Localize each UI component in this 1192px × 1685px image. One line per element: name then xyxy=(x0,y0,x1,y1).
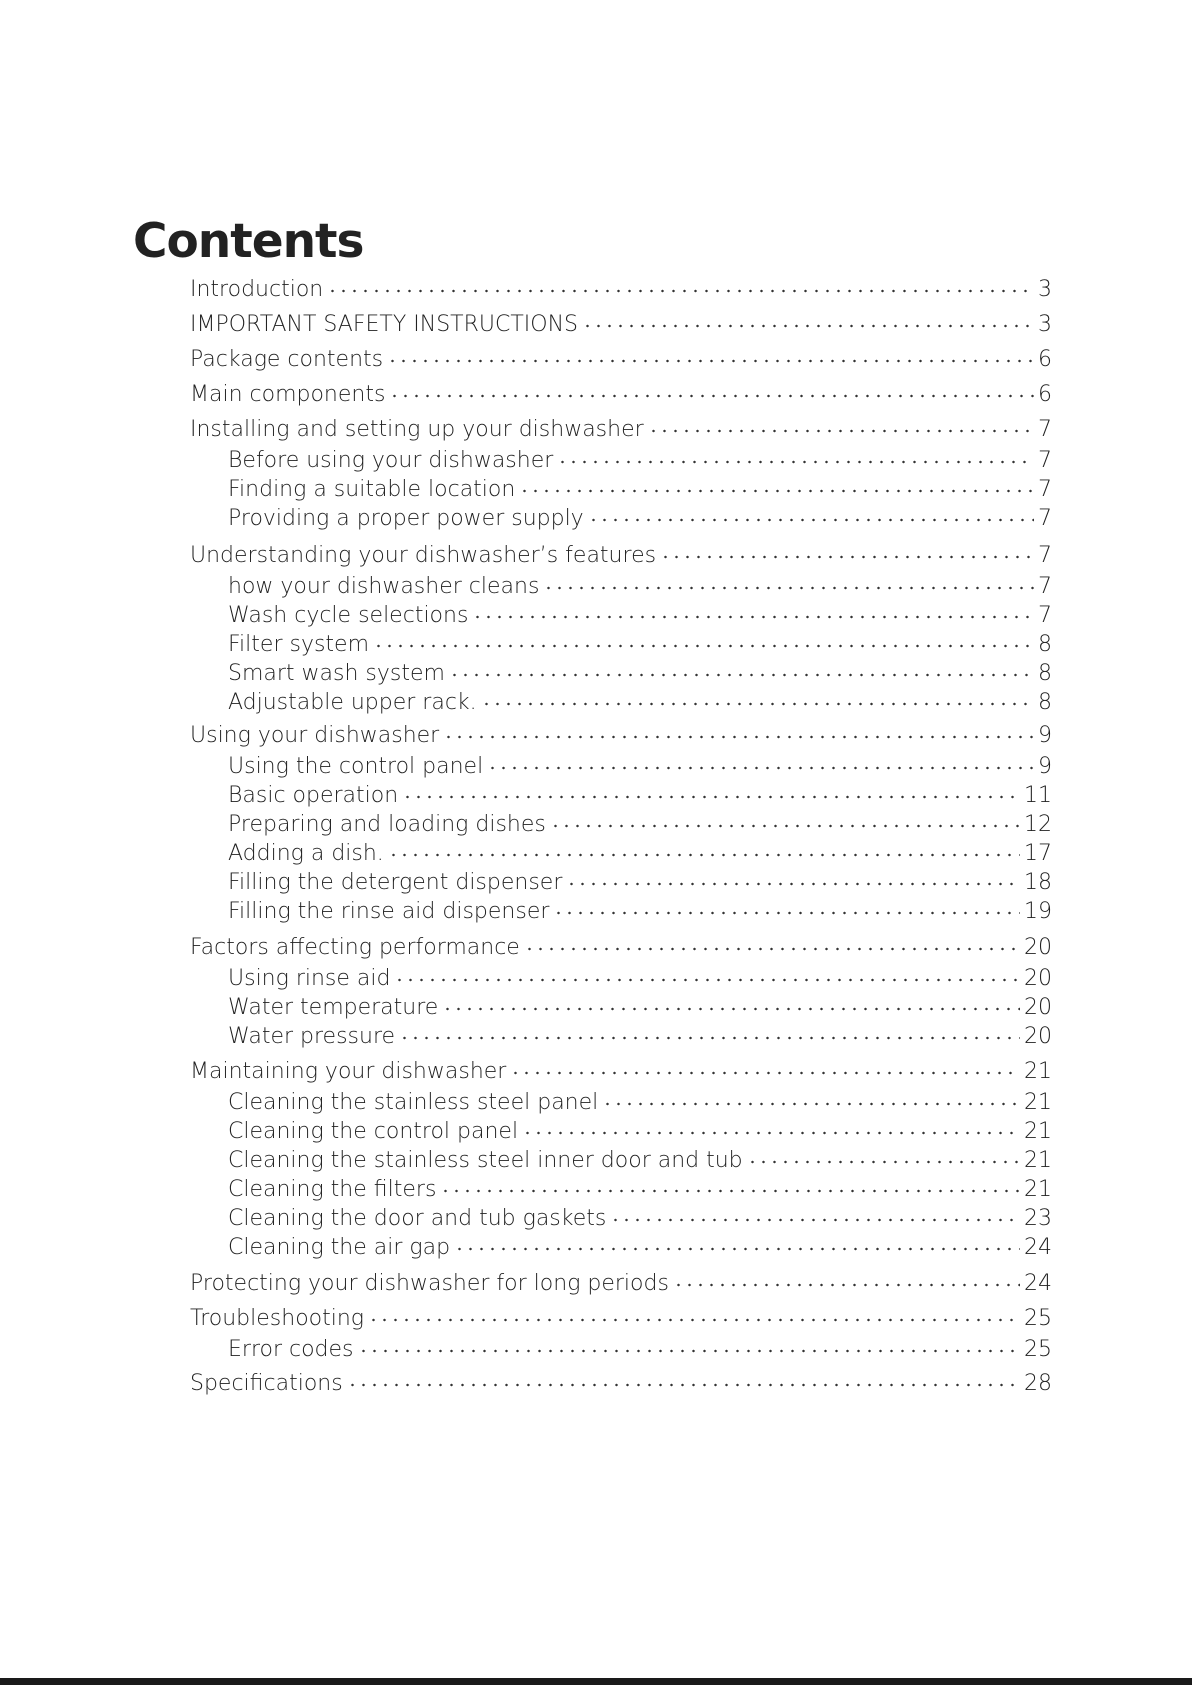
toc-entry-label: Cleaning the filters xyxy=(228,1177,437,1202)
toc-page-number: 20 xyxy=(1024,1024,1052,1049)
toc-entry-label: Water temperature xyxy=(228,995,439,1020)
dot-leader xyxy=(582,324,1034,328)
toc-subentry[interactable] xyxy=(228,869,1052,897)
toc-subentry[interactable] xyxy=(228,898,1052,926)
toc-entry[interactable] xyxy=(190,416,1052,444)
toc-entry[interactable] xyxy=(190,1058,1052,1086)
toc-entry-label: Adding a dish. xyxy=(228,841,384,866)
dot-leader xyxy=(373,644,1034,648)
toc-entry-label: Maintaining your dishwasher xyxy=(190,1059,507,1084)
dot-leader xyxy=(481,702,1034,706)
toc-entry-label: Using your dishwasher xyxy=(190,723,440,748)
toc-page-number: 7 xyxy=(1038,448,1052,473)
dot-leader xyxy=(557,460,1034,464)
toc-page-number: 25 xyxy=(1024,1306,1052,1331)
toc-subentry[interactable] xyxy=(228,1118,1052,1146)
toc-page-number: 21 xyxy=(1024,1148,1052,1173)
toc-subentry[interactable] xyxy=(228,1147,1052,1175)
toc-subentry[interactable] xyxy=(228,631,1052,659)
toc-page-number: 18 xyxy=(1024,870,1052,895)
dot-leader xyxy=(442,1007,1020,1011)
toc-entry[interactable] xyxy=(190,381,1052,409)
toc-entry-label: Cleaning the stainless steel panel xyxy=(228,1090,599,1115)
toc-page-number: 9 xyxy=(1038,723,1052,748)
dot-leader xyxy=(454,1247,1020,1251)
toc-page-number: 3 xyxy=(1038,277,1052,302)
dot-leader xyxy=(588,518,1034,522)
dot-leader xyxy=(487,766,1034,770)
toc-entry-label: Filling the rinse aid dispenser xyxy=(228,899,550,924)
toc-entry-label: Main components xyxy=(190,382,386,407)
toc-entry-label: Finding a suitable location xyxy=(228,477,516,502)
toc-subentry[interactable] xyxy=(228,1234,1052,1262)
toc-page-number: 7 xyxy=(1038,417,1052,442)
toc-subentry[interactable] xyxy=(228,476,1052,504)
page-title: Contents xyxy=(133,214,364,269)
toc-entry-label: Cleaning the stainless steel inner door and tub xyxy=(228,1148,743,1173)
toc-entry-label: Adjustable upper rack. xyxy=(228,690,477,715)
toc-subentry[interactable] xyxy=(228,505,1052,533)
dot-leader xyxy=(648,429,1034,433)
toc-entry-label: Wash cycle selections xyxy=(228,603,469,628)
dot-leader xyxy=(543,586,1034,590)
dot-leader xyxy=(602,1102,1020,1106)
toc-subentry[interactable] xyxy=(228,1205,1052,1233)
toc-page-number: 12 xyxy=(1024,812,1052,837)
toc-page-number: 19 xyxy=(1024,899,1052,924)
dot-leader xyxy=(519,489,1034,493)
toc-page-number: 23 xyxy=(1024,1206,1052,1231)
toc-entry-label: Using rinse aid xyxy=(228,966,391,991)
toc-entry-label: Error codes xyxy=(228,1337,354,1362)
toc-page-number: 7 xyxy=(1038,574,1052,599)
toc-subentry[interactable] xyxy=(228,840,1052,868)
toc-entry[interactable] xyxy=(190,276,1052,304)
toc-entry-label: Providing a proper power supply xyxy=(228,506,584,531)
dot-leader xyxy=(358,1349,1020,1353)
toc-page-number: 20 xyxy=(1024,935,1052,960)
toc-entry-label: how your dishwasher cleans xyxy=(228,574,540,599)
toc-page-number: 7 xyxy=(1038,603,1052,628)
toc-entry-label: Smart wash system xyxy=(228,661,445,686)
toc-entry[interactable] xyxy=(190,722,1052,750)
dot-leader xyxy=(610,1218,1020,1222)
toc-page-number: 25 xyxy=(1024,1337,1052,1362)
toc-entry[interactable] xyxy=(190,1305,1052,1333)
dot-leader xyxy=(388,853,1020,857)
toc-subentry[interactable] xyxy=(228,1089,1052,1117)
toc-page-number: 20 xyxy=(1024,966,1052,991)
toc-subentry[interactable] xyxy=(228,965,1052,993)
toc-entry-label: Filter system xyxy=(228,632,370,657)
toc-page-number: 7 xyxy=(1038,477,1052,502)
toc-subentry[interactable] xyxy=(228,994,1052,1022)
toc-entry-label: IMPORTANT SAFETY INSTRUCTIONS xyxy=(190,312,579,337)
toc-entry-label: Basic operation xyxy=(228,783,399,808)
toc-page-number: 7 xyxy=(1038,506,1052,531)
toc-page-number: 8 xyxy=(1038,632,1052,657)
dot-leader xyxy=(472,615,1034,619)
dot-leader xyxy=(747,1160,1020,1164)
dot-leader xyxy=(660,555,1034,559)
toc-subentry[interactable] xyxy=(228,573,1052,601)
dot-leader xyxy=(553,911,1020,915)
toc-page-number: 3 xyxy=(1038,312,1052,337)
toc-subentry[interactable] xyxy=(228,1336,1052,1364)
toc-entry[interactable] xyxy=(190,934,1052,962)
toc-entry-label: Cleaning the air gap xyxy=(228,1235,451,1260)
dot-leader xyxy=(394,978,1020,982)
dot-leader xyxy=(522,1131,1020,1135)
toc-entry[interactable] xyxy=(190,311,1052,339)
toc-entry-label: Filling the detergent dispenser xyxy=(228,870,563,895)
toc-page-number: 21 xyxy=(1024,1059,1052,1084)
dot-leader xyxy=(443,735,1034,739)
toc-entry-label: Before using your dishwasher xyxy=(228,448,554,473)
toc-page-number: 24 xyxy=(1024,1271,1052,1296)
dot-leader xyxy=(510,1071,1020,1075)
toc-page-number: 6 xyxy=(1038,382,1052,407)
toc-entry-label: Water pressure xyxy=(228,1024,396,1049)
toc-page-number: 6 xyxy=(1038,347,1052,372)
toc-entry-label: Troubleshooting xyxy=(190,1306,364,1331)
toc-entry-label: Factors affecting performance xyxy=(190,935,520,960)
toc-page-number: 21 xyxy=(1024,1090,1052,1115)
dot-leader xyxy=(673,1283,1020,1287)
toc-entry-label: Cleaning the control panel xyxy=(228,1119,519,1144)
dot-leader xyxy=(347,1383,1020,1387)
dot-leader xyxy=(449,673,1034,677)
toc-page-number: 28 xyxy=(1024,1371,1052,1396)
toc-subentry[interactable] xyxy=(228,753,1052,781)
toc-entry-label: Preparing and loading dishes xyxy=(228,812,546,837)
dot-leader xyxy=(524,947,1020,951)
toc-page-number: 7 xyxy=(1038,543,1052,568)
toc-subentry[interactable] xyxy=(228,447,1052,475)
dot-leader xyxy=(368,1318,1020,1322)
toc-page-number: 17 xyxy=(1024,841,1052,866)
toc-page-number: 21 xyxy=(1024,1119,1052,1144)
toc-entry-label: Cleaning the door and tub gaskets xyxy=(228,1206,607,1231)
toc-entry-label: Protecting your dishwasher for long periods xyxy=(190,1271,669,1296)
toc-entry[interactable] xyxy=(190,1370,1052,1398)
bottom-rule xyxy=(0,1678,1192,1685)
toc-page-number: 8 xyxy=(1038,661,1052,686)
dot-leader xyxy=(566,882,1020,886)
toc-entry-label: Package contents xyxy=(190,347,384,372)
toc-subentry[interactable] xyxy=(228,1176,1052,1204)
toc-subentry[interactable] xyxy=(228,660,1052,688)
toc-subentry[interactable] xyxy=(228,782,1052,810)
toc-page-number: 21 xyxy=(1024,1177,1052,1202)
toc-page-number: 20 xyxy=(1024,995,1052,1020)
toc-entry-label: Introduction xyxy=(190,277,324,302)
toc-subentry[interactable] xyxy=(228,811,1052,839)
toc-entry-label: Installing and setting up your dishwasher xyxy=(190,417,644,442)
toc-subentry[interactable] xyxy=(228,689,1052,717)
toc-entry-label: Using the control panel xyxy=(228,754,484,779)
toc-entry[interactable] xyxy=(190,1270,1052,1298)
toc-entry-label: Specifications xyxy=(190,1371,343,1396)
dot-leader xyxy=(387,359,1034,363)
toc-page-number: 24 xyxy=(1024,1235,1052,1260)
toc-page-number: 8 xyxy=(1038,690,1052,715)
dot-leader xyxy=(440,1189,1020,1193)
dot-leader xyxy=(399,1036,1020,1040)
toc-page-number: 11 xyxy=(1024,783,1052,808)
dot-leader xyxy=(327,289,1034,293)
toc-subentry[interactable] xyxy=(228,602,1052,630)
dot-leader xyxy=(402,795,1020,799)
toc-page-number: 9 xyxy=(1038,754,1052,779)
dot-leader xyxy=(389,394,1034,398)
toc-entry-label: Understanding your dishwasher’s features xyxy=(190,543,657,568)
toc-subentry[interactable] xyxy=(228,1023,1052,1051)
toc-entry[interactable] xyxy=(190,542,1052,570)
toc-entry[interactable] xyxy=(190,346,1052,374)
dot-leader xyxy=(550,824,1020,828)
